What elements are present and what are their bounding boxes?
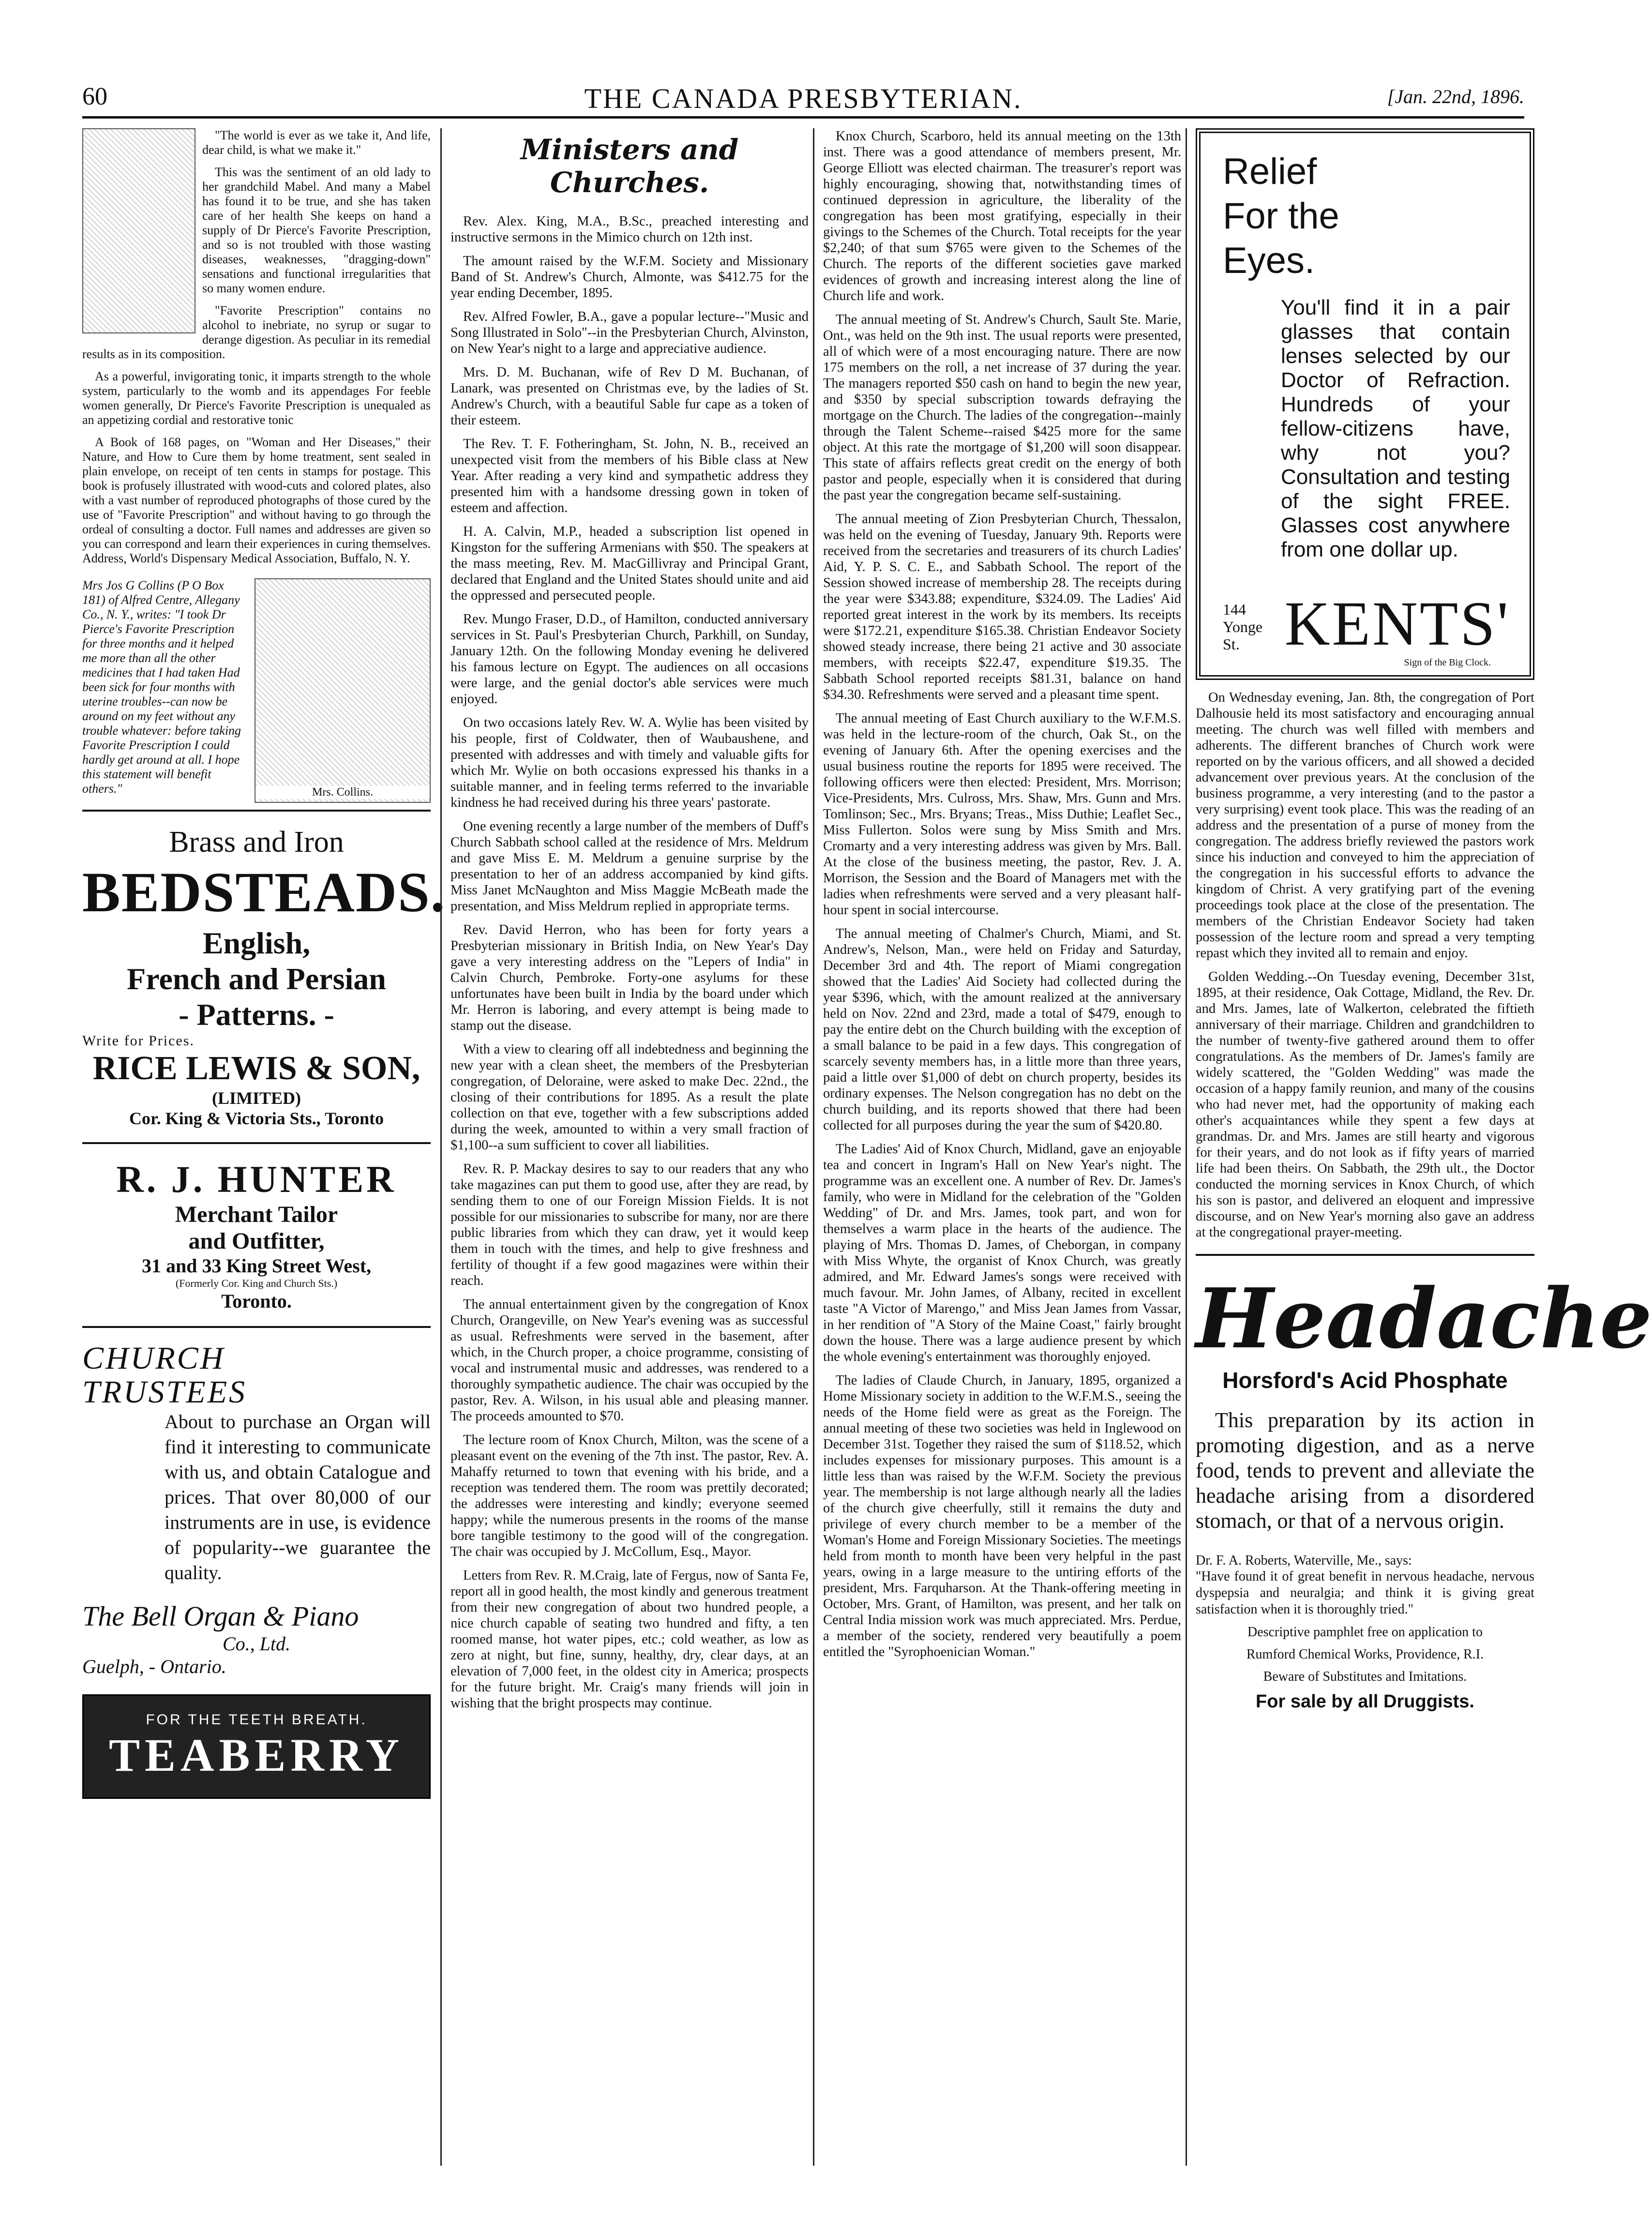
news-item: The ladies of Claude Church, in January, 1895, organized a Home Missionary society in addition to the W.F.M.S., seeing the needs of the Home field were as great as the Foreign. The annual meeting of these two societies was held in Inglewood on December 31st. Together they raised the sum of $118.52, which includes expenses for missionary purposes. This amount is a little less than was raised by the W.F.M. Society the previous year. The membership is not large although nearly all the ladies of the church give cheerfully, still it remains the duty and privilege of every church member to be a member of the Woman's Home and Foreign Missionary Societies. The meetings held from month to month have been very helpful in the past years, owing in a large measure to the untiring efforts of the president, Mrs. Farquharson. At the Thank-offering meeting in October, Mrs. Grant, of Hamilton, was present, and her talk on Central India mission work was much appreciated. Mrs. Perdue, a member of the society, rendered very beautifully a poem entitled the "Syrophoenician Woman." xyxy=(823,1373,1181,1659)
news-item: Rev. Alfred Fowler, B.A., gave a popular lecture--"Music and Song Illustrated in Solo"--in the Presbyterian Church, Alvinston, on New Year's night to a large and appreciative audience. xyxy=(451,309,809,356)
hunter-advertisement xyxy=(82,1158,431,1312)
news-item: Rev. David Herron, who has been for forty years a Presbyterian missionary in British India, on New Year's Day gave a very interesting address on the "Lepers of India" in Calvin Church, Pembroke. Forty-one asylums for these unfortunates have been built in India by the board under which Mr. Herron is laboring, and every attempt is being made to stamp out the disease. xyxy=(451,922,809,1033)
ad-headline-line: Eyes. xyxy=(1223,240,1315,281)
testimonial-attribution: Dr. F. A. Roberts, Waterville, Me., says: xyxy=(1196,1553,1412,1568)
ad-body: About to purchase an Organ will find it interesting to communicate with us, and obtain Catalogue and prices. That over 80,000 of our instruments are in use, is evidence of popularity--we guarantee the quality. xyxy=(165,1411,431,1583)
divider xyxy=(1196,1254,1534,1256)
ad-paragraph: "The world is ever as we take it, And life, dear child, is what we make it." xyxy=(202,128,431,157)
news-column xyxy=(440,128,809,2166)
store-sign-note: Sign of the Big Clock. xyxy=(1404,657,1491,668)
news-item: The annual meeting of Chalmer's Church, Miami, and St. Andrew's, Nelson, Man., were held on Friday and Saturday, December 3rd and 4th. The report of Miami congregation showed that the Ladies' Aid Society had collected during the year $396, which, with the amount realized at the anniversary held on Nov. 22nd and 23rd, made a total of $479, enough to pay the entire debt on the Church building with the exception of a small balance to be paid in a few days. This congregation of scarcely seventy members has, in a little more than three years, paid a little over $1,000 of debt on church property, besides its ordinary expenses. The Nelson congregation has no debt on the church building, and its reports showed that there had been collected for all purposes during the year the sum of $420.80. xyxy=(823,926,1181,1133)
teaberry-advertisement xyxy=(82,1694,431,1799)
ad-headline: Brass and Iron xyxy=(169,826,344,859)
firm-name: RICE LEWIS & SON, xyxy=(92,1050,421,1087)
news-item: The annual meeting of East Church auxiliary to the W.F.M.S. was held in the lecture-room of the church, Oak St., on the evening of January 6th. After the opening exercises and the usual business routine the reports for 1895 were received. The following officers were then elected: President, Mrs. Morrison; Vice-Presidents, Mrs. Culross, Mrs. Shaw, Mrs. Gunn and Mrs. Tomlinson; Sec., Mrs. Bryans; Treas., Miss Duthie; Leaflet Sec., Miss Fullerton. Solos were sung by Miss Smith and Mrs. Cromarty and a very interesting address was given by Mrs. Ball. At the close of the business meeting, the pastor, Rev. J. A. Morrison, the Session and the Board of Managers met with the ladies when refreshments were served and a very pleasant half-hour spent in social intercourse. xyxy=(823,711,1181,918)
street-name: Yonge St. xyxy=(1223,618,1263,653)
kents-eyes-advertisement xyxy=(1196,128,1534,680)
news-item: The Rev. T. F. Fotheringham, St. John, N. B., received an unexpected visit from the members of his Bible class at New Year. After reading a very kind and sympathetic address they presented him with a handsome dressing gown in token of esteem and affection. xyxy=(451,437,809,515)
firm-city: Guelph, - Ontario. xyxy=(82,1656,226,1677)
spacer xyxy=(1196,680,1534,690)
divider xyxy=(82,1142,431,1144)
news-item: One evening recently a large number of the members of Duff's Church Sabbath school called at the residence of Mrs. Meldrum and gave Miss E. M. Meldrum a genuine surprise by the presentation to her of an address accompanied by kind gifts. Miss Janet McNaughton and Miss Maggie McBeath made the presentation, and Miss Meldrum replied in appropriate terms. xyxy=(451,819,809,914)
section-heading: Ministers and Churches. xyxy=(520,133,739,199)
collins-portrait xyxy=(255,578,431,803)
ad-headline-line: TRUSTEES xyxy=(82,1374,247,1410)
news-column xyxy=(813,128,1181,2166)
ad-headline xyxy=(1223,150,1510,283)
news-item: The annual meeting of Zion Presbyterian Church, Thessalon, was held on the evening of Tuesday, January 9th. Reports were received from the secretaries and treasurers of its church Ladies' Aid, Y. P. S. C. E., and Sabbath School. The report of the Session showed increase of membership 28. The receipts during the year were $343.88; expenditure, $324.09. The Ladies' Aid reported great interest in the work by its members. Its receipts were $172.21, expenditure $165.38. Christian Endeavor Society showed steady increase, there being 21 active and 30 associate members, with receipts $22.47, expenditure $19.35. The Sabbath School reported receipts $81.31, balance on hand $34.30. Refreshments were served and a pleasant time spent. xyxy=(823,512,1181,702)
brand-name: TEABERRY xyxy=(108,1729,405,1781)
firm-address: 31 and 33 King Street West, xyxy=(141,1255,372,1277)
page-number: 60 xyxy=(82,83,107,110)
street-number: 144 xyxy=(1223,601,1246,618)
ad-body: You'll find it in a pair glasses that contain lenses selected by our Doctor of Refraction. Hundreds of your fellow-citizens have, why not you? Consultation and testing of the sight FREE. Glasses cost anywhere from one dollar up. xyxy=(1281,296,1510,561)
issue-date: [Jan. 22nd, 1896. xyxy=(1387,86,1524,107)
ad-footer xyxy=(1223,589,1510,659)
ad-subheadline: and Outfitter, xyxy=(188,1228,325,1254)
ad-headline-line: Relief xyxy=(1223,151,1317,192)
news-item: Letters from Rev. R. M.Craig, late of Fergus, now of Santa Fe, report all in good health, the most kindly and generous treatment from their new congregation of about two hundred people, a nice church capable of seating two hundred and fifty, a ten roomed manse, hot water pipes, etc.; cold weather, as low as zero at night, but fine, sunny, healthy, dry, clear days, at an elevation of 7,000 feet, in the oldest city in America; prospects for the future bright. Mr. Craig's many friends will join in wishing that the bright prospects may continue. xyxy=(451,1568,809,1711)
ad-subheadline: French and Persian xyxy=(127,962,386,996)
ad-note: Descriptive pamphlet free on application to xyxy=(1247,1625,1483,1640)
bedsteads-advertisement xyxy=(82,825,446,1129)
firm-address: Rumford Chemical Works, Providence, R.I. xyxy=(1246,1647,1484,1662)
testimonial-quote: "Have found it of great benefit in nervous headache, nervous dyspepsia and neuralgia; and think it is giving great satisfaction when it is thoroughly tried." xyxy=(1196,1569,1534,1617)
advertisement-column xyxy=(82,128,446,2166)
product-name: Horsford's Acid Phosphate xyxy=(1222,1368,1508,1393)
news-item: Golden Wedding.--On Tuesday evening, December 31st, 1895, at their residence, Oak Cottage, Midland, the Rev. Dr. and Mrs. James, late of Walkerton, celebrated the fiftieth anniversary of their marriage. Children and grandchildren to the number of twenty-five gathered around them to offer congratulations. As the members of Dr. James's family are widely scattered, the "Golden Wedding" was made the occasion of a happy family reunion, and many of the cousins who had never met, had the opportunity of making each other's acquaintances while they spent a few days at grandmas. Dr. and Mrs. James are still hearty and vigorous for their years, and do not look as if fifty years of married life had been theirs. On Sabbath, the 29th ult., the Doctor conducted the morning services in Knox Church, of which his son is pastor, and delivered an eloquent and impressive discourse, and on New Year's morning also gave an address at the congregational prayer-meeting. xyxy=(1196,969,1534,1240)
pierce-advertisement xyxy=(82,128,431,799)
firm-suffix: Co., Ltd. xyxy=(222,1633,291,1655)
ad-paragraph: This was the sentiment of an old lady to her grandchild Mabel. And many a Mabel has found it to be true, and she has taken care of her health She keeps on hand a supply of Dr Pierce's Favorite Prescription, and so is not troubled with those wasting diseases, weaknesses, "dragging-down" sensations and functional irregularities that so many women endure. xyxy=(202,165,431,295)
mother-child-illustration xyxy=(82,128,195,333)
ad-paragraph: As a powerful, invigorating tonic, it imparts strength to the whole system, particularly to the womb and its appendages For feeble women generally, Dr Pierce's Favorite Prescription is unequaled as an appetizing cordial and restorative tonic xyxy=(82,369,431,427)
ad-subheadline: - Patterns. - xyxy=(179,997,334,1032)
brand-name: KENTS' xyxy=(1284,589,1510,659)
news-item: The annual entertainment given by the congregation of Knox Church, Orangeville, on New Year's evening was as successful as usual. Refreshments were served in the basement, after which, in the Church proper, a choice programme, consisting of vocal and instrumental music and addresses, was rendered to a thoroughly sympathetic audience. The chair was occupied by the pastor, Rev. A. Wilson, in his usual able and pleasing manner. The proceeds amounted to $70. xyxy=(451,1297,809,1424)
ad-headline xyxy=(82,1342,431,1409)
firm-limited: (LIMITED) xyxy=(211,1088,301,1108)
ad-tagline: FOR THE TEETH BREATH. xyxy=(146,1711,367,1728)
ad-headline-line: CHURCH xyxy=(82,1341,225,1376)
news-item: Mrs. D. M. Buchanan, wife of Rev D M. Buchanan, of Lanark, was presented on Christmas eve, by the ladies of St. Andrew's Church, with a beautiful Sable fur cape as a token of their esteem. xyxy=(451,365,809,428)
paper-title: THE CANADA PRESBYTERIAN. xyxy=(584,83,1022,114)
horsford-advertisement xyxy=(1196,1270,1652,1712)
news-item: The Ladies' Aid of Knox Church, Midland, gave an enjoyable tea and concert in Ingram's Hall on New Year's night. The programme was an excellent one. A number of Rev. Dr. James's family, who were in Midland for the celebration of the "Golden Wedding" of Dr. and Mrs. James, took part, and won for themselves a warm place in the hearts of the audience. The playing of Mrs. Thomas D. James, of Cheborgan, in company with Miss Whyte, the organist of Knox Church, was greatly admired, and Mr. Edward James's songs were received with much favour. Mr. John James, of Albany, recited in excellent taste "A Victor of Marengo," and Miss Jean James from Vassar, in her rendition of "A Story of the Maine Coast," fairly brought down the house. There was a large audience present by which the whole evening's entertainment was thoroughly enjoyed. xyxy=(823,1142,1181,1364)
ad-availability: For sale by all Druggists. xyxy=(1256,1691,1474,1712)
ad-body: This preparation by its action in promoting digestion, and as a nerve food, tends to prevent and alleviate the headache arising from a disordered stomach, or that of a nervous origin. xyxy=(1196,1408,1534,1533)
firm-name: The Bell Organ & Piano xyxy=(82,1600,359,1632)
ad-note: Write for Prices. xyxy=(82,1033,195,1049)
advertisement-news-column xyxy=(1186,128,1652,2166)
page-header xyxy=(82,82,1524,119)
news-item: The annual meeting of St. Andrew's Church, Sault Ste. Marie, Ont., was held on the 9th inst. The usual reports were presented, all of which were of a most encouraging nature. There are now 175 members on the roll, a net increase of 37 during the year. The managers reported $50 cash on hand to begin the new year, and $350 by special subscription towards defraying the mortgage on the Church. The ladies of the congregation--mainly through the Talent Scheme--raised $425 more for the same object. At this rate the mortgage of $1,200 will soon disappear. This state of affairs reflects great credit on the energy of both pastor and people, especially when it is considered that during the past year the congregation became self-sustaining. xyxy=(823,312,1181,503)
firm-city: Toronto. xyxy=(221,1290,292,1312)
ad-subheadline: Merchant Tailor xyxy=(175,1202,338,1227)
news-item: The amount raised by the W.F.M. Society and Missionary Band of St. Andrew's Church, Almonte, was $412.75 for the year ending December, 1895. xyxy=(451,254,809,301)
news-item: On two occasions lately Rev. W. A. Wylie has been visited by his people, first of Coldwater, then of Waubaushene, and presented with addresses and with timely and valuable gifts for which Mr. Wylie on both occasions expressed his thanks in a suitable manner, and in feeling terms referred to the invariable kindness he had received during his three years' pastorate. xyxy=(451,715,809,810)
news-item: Rev. Alex. King, M.A., B.Sc., preached interesting and instructive sermons in the Mimico church on 12th inst. xyxy=(451,214,809,245)
news-item: H. A. Calvin, M.P., headed a subscription list opened in Kingston for the suffering Armenians with $50. The speakers at the mass meeting, Rev. M. MacGillivray and Principal Grant, declared that England and the United States should unite and aid the oppressed and persecuted people. xyxy=(451,524,809,603)
ad-headline: Headache xyxy=(1196,1270,1652,1367)
ad-subheadline: English, xyxy=(202,926,311,960)
news-item: On Wednesday evening, Jan. 8th, the congregation of Port Dalhousie held its most satisfactory and encouraging annual meeting. The church was well filled with members and adherents. The different branches of Church work were reported on by the various officers, and all showed a decided advancement over previous years. At the conclusion of the business programme, a very interesting (and to the pastor a very surprising) event took place. This was the reading of an address and the presentation of a purse of money from the congregation. The address briefly reviewed the pastors work since his induction and conveyed to him the appreciation of the congregation in his successful efforts to advance the kingdom of Christ. A very gratifying part of the evening proceedings took place at the close of the presentation. The members of the Christian Endeavor Society had taken possession of the lecture room and spread a very tempting repast which they invited all to remain and enjoy. xyxy=(1196,690,1534,961)
divider xyxy=(82,810,431,812)
organ-advertisement xyxy=(82,1342,431,1678)
news-item: The lecture room of Knox Church, Milton, was the scene of a pleasant event on the evening of the 7th inst. The pastor, Rev. A. Mahaffy returned to town that evening with his bride, and a reception was tendered them. The room was prettily decorated; the addresses were interesting and kindly; everyone seemed happy; while the numerous presents in the rooms of the manse bore tangible testimony to the good will of the congregation. The chair was occupied by J. McCollum, Esq., Mayor. xyxy=(451,1432,809,1559)
firm-address: Cor. King & Victoria Sts., Toronto xyxy=(129,1109,384,1128)
ad-paragraph: A Book of 168 pages, on "Woman and Her Diseases," their Nature, and How to Cure them by home treatment, sent sealed in plain envelope, on receipt of ten cents in stamps for postage. This book is profusely illustrated with wood-cuts and colored plates, also with a vast number of reproduced photographs of those cured by the use of "Favorite Prescription" and without having to go through the ordeal of consulting a doctor. Full names and addresses are given so you can correspond and learn their experiences in curing themselves. Address, World's Dispensary Medical Association, Buffalo, N. Y. xyxy=(82,435,431,565)
portrait-caption: Mrs. Collins. xyxy=(255,786,430,799)
ad-headline: BEDSTEADS. xyxy=(82,860,446,924)
news-item: Rev. R. P. Mackay desires to say to our readers that any who take magazines can put them to good use, after they are read, by sending them to one of our Foreign Mission Fields. It is not possible for our missionaries to subscribe for many, nor are there public libraries from which they can draw, yet it would keep them in touch with the times, and help to give freshness and fertility of thought if a few good magazines were within their reach. xyxy=(451,1161,809,1288)
news-item: Knox Church, Scarboro, held its annual meeting on the 13th inst. There was a good attendance of members present, Mr. George Elliott was elected chairman. The treasurer's report was highly encouraging, showing that, notwithstanding times of continued depression in agriculture, the liberality of the congregation has been most gratifying, especially in their givings to the Schemes of the Church. Total receipts for the year $2,240; of that sum $765 were given to the Schemes of the Church. The reports of the different societies gave marked evidences of growth and increasing interest along the line of Church life and work. xyxy=(823,129,1181,303)
news-item: Rev. Mungo Fraser, D.D., of Hamilton, conducted anniversary services in St. Paul's Presbyterian Church, Parkhill, on Sunday, January 12th. On the following Monday evening he delivered his famous lecture on Egypt. The audiences on all occasions were large, and the genial doctor's able services were much enjoyed. xyxy=(451,612,809,707)
divider xyxy=(82,1326,431,1328)
ad-headline-line: For the xyxy=(1223,196,1339,237)
firm-former-address: (Formerly Cor. King and Church Sts.) xyxy=(175,1277,338,1289)
news-item: With a view to clearing off all indebtedness and beginning the new year with a clean sheet, the members of the Presbyterian congregation, of Deloraine, were asked to make Dec. 22nd., the closing of their contributions for 1895. As a result the plate collection on that eve, together with a few subscriptions added during the week, amounted to within a very small fraction of $1,100--a sum sufficient to cover all liabilities. xyxy=(451,1042,809,1153)
ad-paragraph: "Favorite Prescription" contains no alcohol to inebriate, no syrup or sugar to derange digestion. As peculiar in its remedial results as in its composition. xyxy=(82,303,431,361)
ad-warning: Beware of Substitutes and Imitations. xyxy=(1263,1669,1467,1684)
store-address xyxy=(1223,601,1265,653)
testimonial-text: Mrs Jos G Collins (P O Box 181) of Alfred Centre, Allegany Co., N. Y., writes: "I took Dr Pierce's Favorite Prescription for three months and it helped me more than all the other medicines that I had taken Had been sick for four months with uterine troubles--can now be around on my feet without any trouble whatever: before taking Favorite Prescription I could hardly get around at all. I hope this statement will benefit others." xyxy=(82,578,241,796)
firm-name: R. J. HUNTER xyxy=(116,1158,397,1200)
